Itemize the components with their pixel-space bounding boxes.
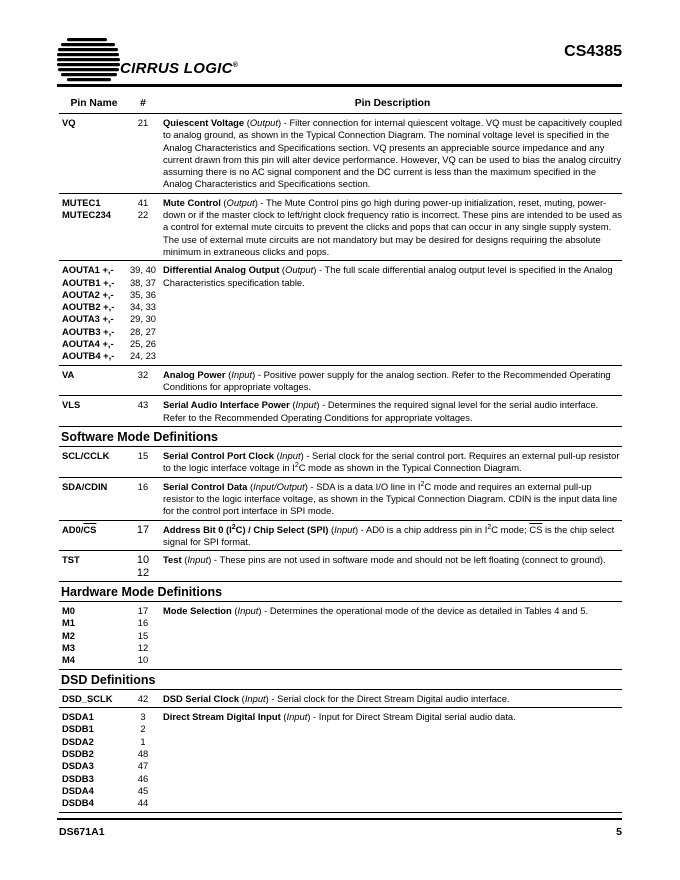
pin-description: Serial Control Port Clock (Input) - Serial clock for the serial control port. Requires an external pull-up resistor to the logic interface voltage in $I^2C$ mode as shown in the Typical Connection Diagram. <box>163 450 620 474</box>
table-row-mute <box>59 194 622 261</box>
pin-number: 15 <box>137 450 149 462</box>
table-row-ad0 <box>59 521 622 552</box>
pin-name: DSDB3 <box>62 772 94 784</box>
pin-number: 12 <box>136 566 150 579</box>
pin-name: M3 <box>62 641 76 653</box>
pin-number: 2 <box>140 723 146 735</box>
pin-number: 39, 40 <box>129 264 157 276</box>
pin-number: 1 <box>140 735 146 747</box>
pin-number: 10 <box>136 554 150 567</box>
pin-number: 15 <box>137 629 149 641</box>
pin-name: M4 <box>62 654 76 666</box>
pin-number: 38, 37 <box>129 276 157 288</box>
section-heading-software-mode: Software Mode Definitions <box>59 427 622 447</box>
pin-number: 48 <box>137 748 149 760</box>
pin-name: DSDA2 <box>62 735 94 747</box>
pin-name: AOUTA2 +,- <box>62 288 114 300</box>
pin-description: DSD Serial Clock (Input) - Serial clock for the Direct Stream Digital audio interface. <box>163 692 510 704</box>
company-name: CIRRUS LOGIC® <box>120 60 239 77</box>
page-number: 5 <box>616 826 622 838</box>
pin-description: Test (Input) - These pins are not used in software mode and should not be left floating (connect to ground). <box>163 554 606 566</box>
pin-name: M0 <box>62 605 76 617</box>
pin-number: 46 <box>137 772 149 784</box>
pin-number: 43 <box>137 399 149 411</box>
pin-number: 34, 33 <box>129 301 157 313</box>
pin-number: 32 <box>137 368 149 380</box>
pin-number: 35, 36 <box>129 288 157 300</box>
pin-name: DSDB1 <box>62 723 94 735</box>
pin-name: DSDA4 <box>62 784 94 796</box>
pin-name: M2 <box>62 629 76 641</box>
pin-number: 44 <box>137 797 149 809</box>
pin-number: 10 <box>137 654 149 666</box>
pin-name: VLS <box>62 399 81 411</box>
table-row-vls <box>59 396 622 427</box>
pin-number: 24, 23 <box>129 350 157 362</box>
pin-number-header: # <box>140 98 146 109</box>
pin-name: AOUTA4 +,- <box>62 338 114 350</box>
pin-number: 45 <box>137 784 149 796</box>
pin-number: 17 <box>136 523 150 536</box>
pin-number: 21 <box>137 117 149 128</box>
pin-description: Analog Power (Input) - Positive power supply for the analog section. Refer to the Recommended Operating Conditions for appropriate voltages. <box>163 368 611 392</box>
pin-number: 16 <box>137 617 149 629</box>
pin-name: MUTEC1 <box>62 196 101 208</box>
footer-document-number: DS671A1 <box>59 826 105 838</box>
pin-description: Direct Stream Digital Input (Input) - Input for Direct Stream Digital serial audio data. <box>163 711 516 723</box>
pin-description: Mute Control (Output) - The Mute Control pins go high during power-up initialization, reset, muting, power-down or if the master clock to left/right clock frequency ratio is incorrect. These pins are intended to be used as a control for external mute circuits to prevent the clicks and pops that can occur in any single supply system. The use of external mute circuits are not mandatory but may be desired for designs requiring the absolute minimum in extraneous clicks and pops. <box>163 196 622 257</box>
table-row-sda <box>59 478 622 521</box>
pin-name: MUTEC234 <box>62 209 111 221</box>
section-heading-hardware-mode: Hardware Mode Definitions <box>59 582 622 602</box>
pin-description-table <box>59 98 622 813</box>
pin-number: 16 <box>137 480 149 492</box>
table-row-vq <box>59 114 622 194</box>
pin-name: AOUTB4 +,- <box>62 350 115 362</box>
pin-name: TST <box>62 554 80 566</box>
pin-number: 25, 26 <box>129 338 157 350</box>
section-heading-dsd: DSD Definitions <box>59 670 622 690</box>
pin-description: Mode Selection (Input) - Determines the operational mode of the device as detailed in Tables 4 and 5. <box>163 605 589 617</box>
pin-description: Serial Control Data (Input/Output) - SDA is a data I/O line in $I^2C$ mode and requires an external pull-up resistor to the logic interface voltage, as shown in the Typical Connection Diagram. CDIN is the input data line for the control port interface in SPI mode. <box>163 480 618 517</box>
pin-description: Serial Audio Interface Power (Input) - Determines the required signal level for the serial audio interface. Refer to the Recommended Operating Conditions for appropriate voltages. <box>163 399 599 423</box>
pin-name: SCL/CCLK <box>62 450 110 462</box>
pin-number: 29, 30 <box>129 313 157 325</box>
pin-name: AOUTA3 +,- <box>62 313 114 325</box>
pin-name: M1 <box>62 617 76 629</box>
pin-description: Differential Analog Output (Output) - The full scale differential analog output level is specified in the Analog Characteristics specification table. <box>163 264 613 288</box>
pin-number: 41 <box>137 196 149 208</box>
pin-name: VQ <box>62 117 76 128</box>
pin-number: 3 <box>140 711 146 723</box>
pin-name: AOUTB1 +,- <box>62 276 115 288</box>
pin-number: 12 <box>137 641 149 653</box>
pin-number: 47 <box>137 760 149 772</box>
table-header <box>59 98 622 114</box>
pin-name: AOUTB3 +,- <box>62 325 115 337</box>
pin-name: AOUTA1 +,- <box>62 264 114 276</box>
pin-name: DSD_SCLK <box>62 692 113 704</box>
pin-description-header: Pin Description <box>354 98 431 109</box>
pin-number: 17 <box>137 605 149 617</box>
table-row-va <box>59 366 622 397</box>
pin-name: DSDA1 <box>62 711 94 723</box>
pin-number: 22 <box>137 209 149 221</box>
pin-name: $AD0/\overline{CS}$ <box>62 523 97 535</box>
pin-name: DSDB2 <box>62 748 94 760</box>
table-row-aout <box>59 261 622 365</box>
pin-name: VA <box>62 368 75 380</box>
pin-name: DSDB4 <box>62 797 94 809</box>
pin-name: DSDA3 <box>62 760 94 772</box>
header-rule <box>57 84 622 87</box>
table-row-mode <box>59 602 622 669</box>
table-row-scl <box>59 447 622 478</box>
document-id: CS4385 <box>564 43 622 60</box>
pin-name: SDA/CDIN <box>62 480 108 492</box>
pin-name: AOUTB2 +,- <box>62 301 115 313</box>
pin-number: 42 <box>137 692 149 704</box>
table-row-dsd-sclk <box>59 690 622 708</box>
pin-description: Quiescent Voltage (Output) - Filter connection for internal quiescent voltage. VQ must be capacitively coupled to analog ground, as shown in the Typical Connection Diagram. The nominal voltage level is specified in the Analog Characteristics and Specifications section. VQ presents an appreciable source impedance and any current drawn from this pin will alter device performance. However, VQ can be used to bias the analog circuitry assuming there is no AC signal component and the DC current is less than the maximum specified in the Analog Characteristics and Specifications section. <box>163 117 622 190</box>
pin-name-header: Pin Name <box>70 98 118 109</box>
pin-number: 28, 27 <box>129 325 157 337</box>
table-row-tst <box>59 551 622 582</box>
table-row-dsd-input <box>59 708 622 812</box>
pin-description: Address Bit 0 $(I^2C)$ / Chip Select (SPI) (Input) - AD0 is a chip address pin in $I^2C$ mode; $\overline{CS}$ is the chip select signal for SPI format. <box>163 523 615 547</box>
footer-rule <box>57 818 622 820</box>
